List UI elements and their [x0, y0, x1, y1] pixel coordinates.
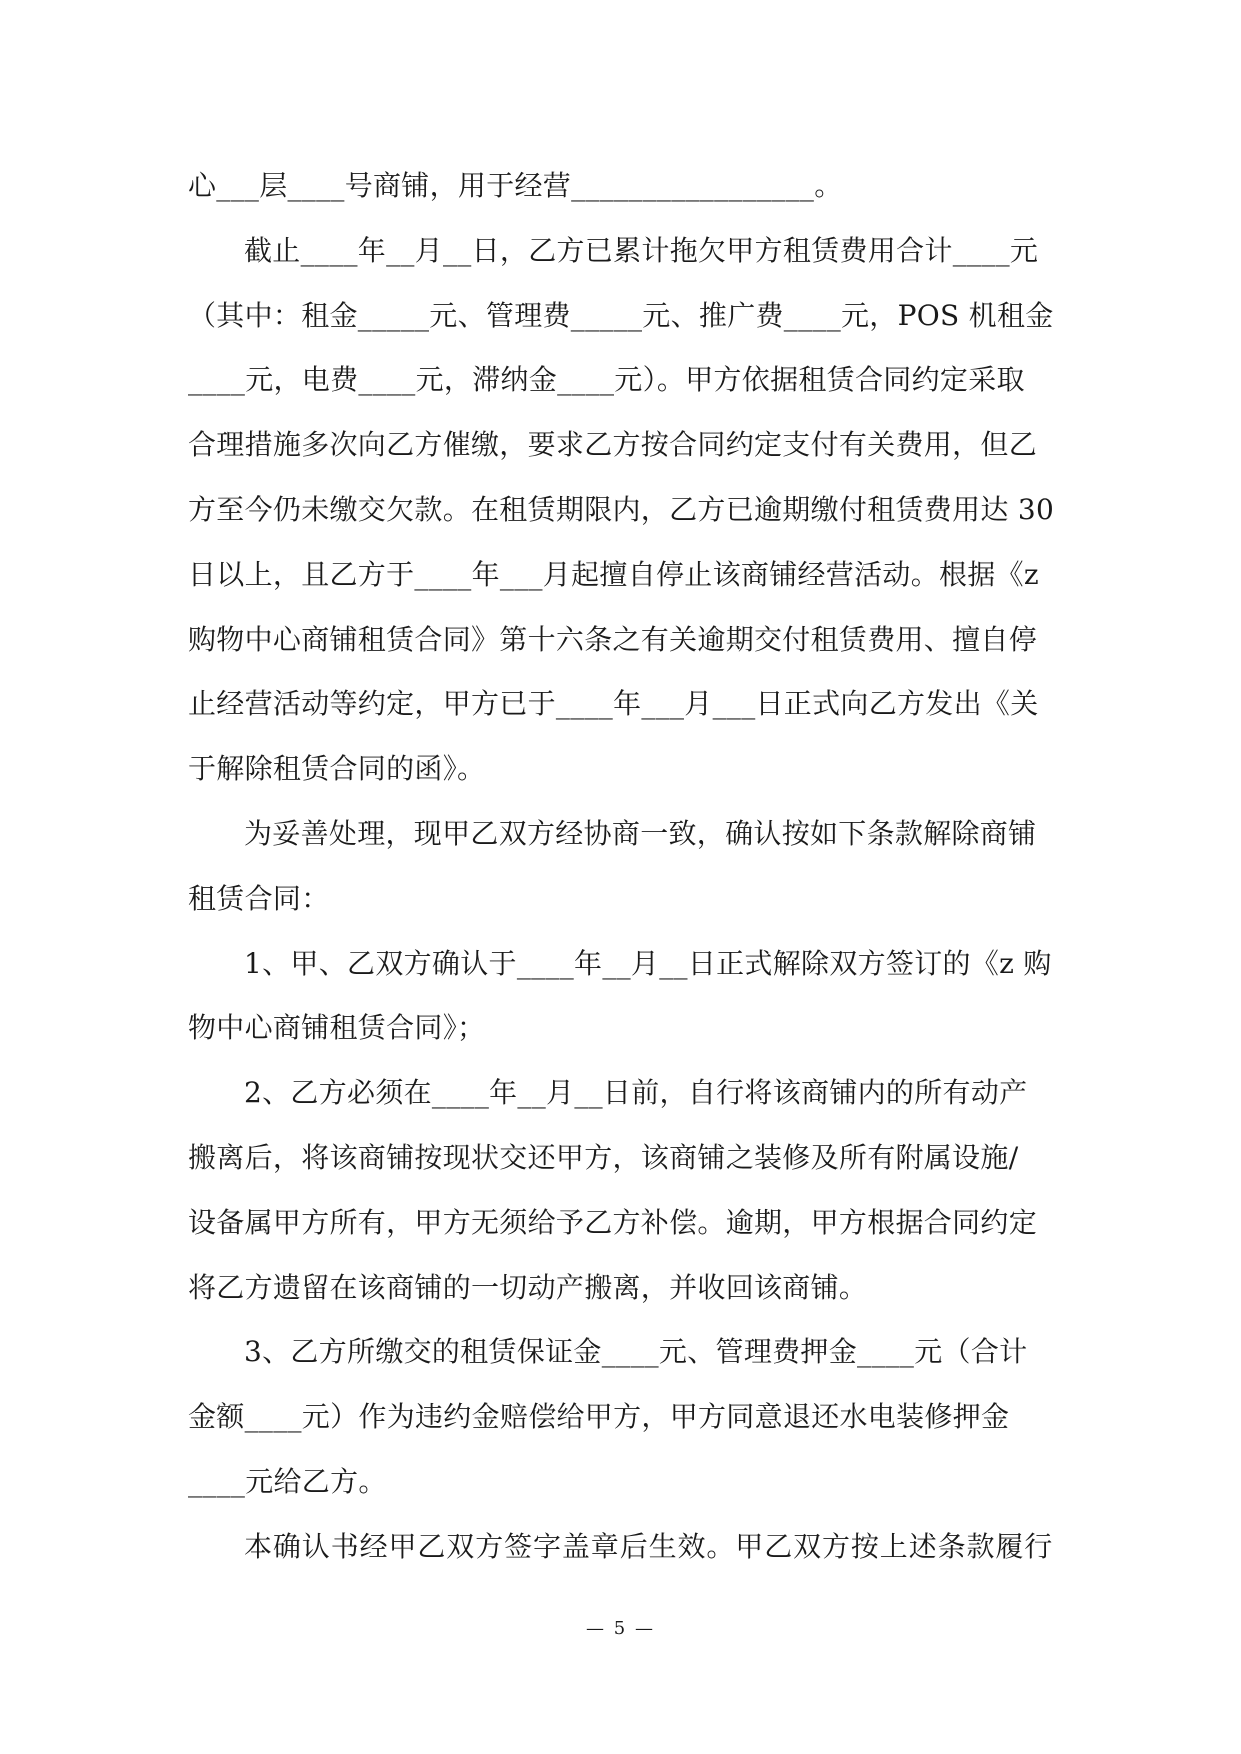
text-line: 于解除租赁合同的函》。 [188, 752, 486, 786]
text-line: 设备属甲方所有，甲方无须给予乙方补偿。逾期，甲方根据合同约定 [188, 1205, 1038, 1239]
text-line: 购物中心商铺租赁合同》第十六条之有关逾期交付租赁费用、擅自停 [188, 622, 1038, 656]
text-line: 金额____元）作为违约金赔偿给甲方，甲方同意退还水电装修押金 [188, 1400, 1010, 1434]
text-line: （其中：租金_____元、管理费_____元、推广费____元，POS 机租金 [188, 298, 1054, 332]
text-line: 搬离后，将该商铺按现状交还甲方，该商铺之装修及所有附属设施/ [188, 1140, 1019, 1174]
text-line: 租赁合同： [188, 881, 330, 915]
document-body [188, 154, 1068, 1580]
text-line: 物中心商铺租赁合同》； [188, 1011, 486, 1045]
text-line: 本确认书经甲乙双方签字盖章后生效。甲乙双方按上述条款履行 [244, 1529, 1054, 1563]
text-line: 1、甲、乙双方确认于____年__月__日正式解除双方签订的《z 购 [244, 946, 1052, 980]
text-line: 日以上，且乙方于____年___月起擅自停止该商铺经营活动。根据《z [188, 557, 1039, 591]
text-line: 合理措施多次向乙方催缴，要求乙方按合同约定支付有关费用，但乙 [188, 428, 1038, 462]
text-line: 截止____年__月__日，乙方已累计拖欠甲方租赁费用合计____元 [244, 233, 1039, 267]
text-line: 为妥善处理，现甲乙双方经协商一致，确认按如下条款解除商铺 [244, 816, 1037, 850]
text-line: 方至今仍未缴交欠款。在租赁期限内，乙方已逾期缴付租赁费用达 30 [188, 492, 1055, 526]
text-line: ____元，电费____元，滞纳金____元）。甲方依据租赁合同约定采取 [188, 363, 1025, 397]
text-line: ____元给乙方。 [188, 1464, 387, 1498]
text-line: 2、乙方必须在____年__月__日前，自行将该商铺内的所有动产 [244, 1076, 1028, 1110]
page-number: — 5 — [586, 1618, 655, 1639]
text-line: 心___层____号商铺，用于经营_________________。 [188, 169, 843, 202]
text-line: 止经营活动等约定，甲方已于____年___月___日正式向乙方发出《关 [188, 687, 1039, 721]
text-line: 将乙方遗留在该商铺的一切动产搬离，并收回该商铺。 [188, 1270, 868, 1304]
text-line: 3、乙方所缴交的租赁保证金____元、管理费押金____元（合计 [244, 1335, 1028, 1369]
